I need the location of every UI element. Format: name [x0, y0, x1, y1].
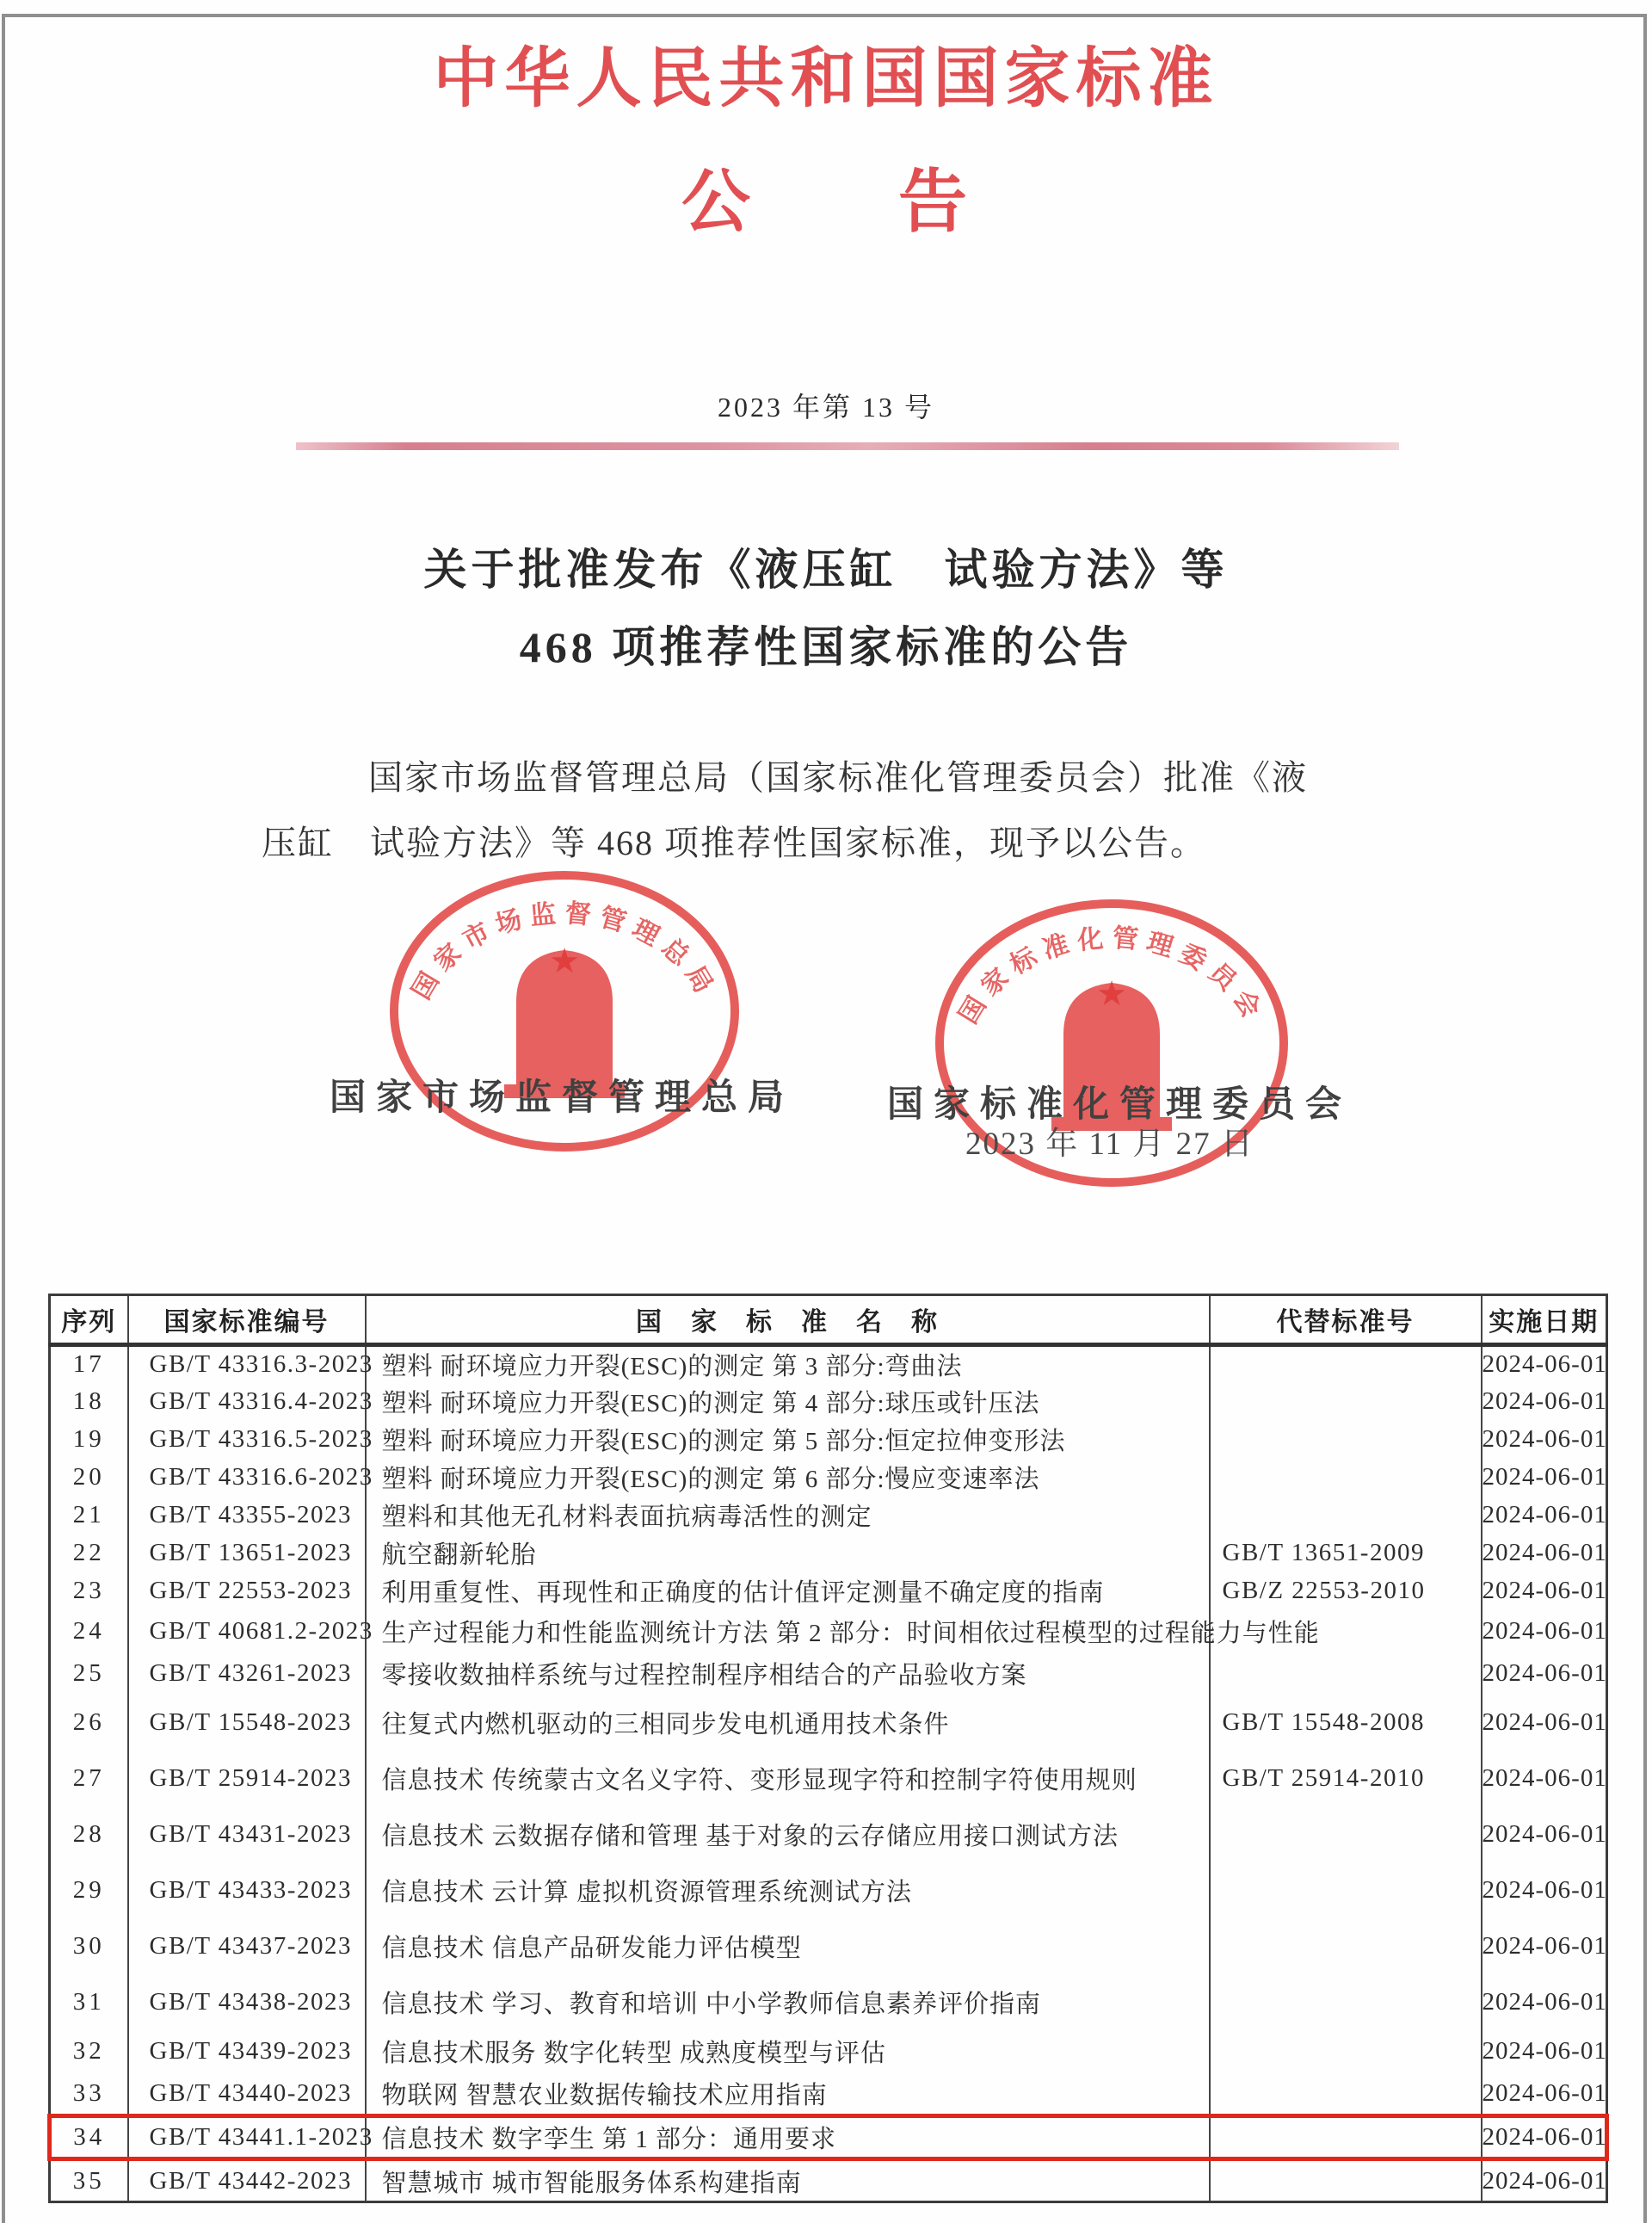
seal-ring-text: 国家市场监督管理总局: [407, 898, 722, 1005]
cell-seq: 31: [50, 1974, 128, 2030]
cell-seq: 32: [50, 2030, 128, 2073]
cell-replaces: [1210, 2030, 1482, 2073]
cell-name: 信息技术 学习、教育和培训 中小学教师信息素养评价指南: [366, 1974, 1210, 2030]
column-header-code: 国家标准编号: [128, 1295, 366, 1345]
cell-code: GB/T 43316.5-2023: [128, 1421, 366, 1459]
cell-date: 2024-06-01: [1482, 1751, 1607, 1806]
cell-code: GB/T 43442-2023: [128, 2159, 366, 2202]
cell-date: 2024-06-01: [1482, 1862, 1607, 1918]
announcement-body-line1: 国家市场监督管理总局（国家标准化管理委员会）批准《液: [368, 758, 1308, 797]
column-header-date: 实施日期: [1482, 1295, 1607, 1345]
cell-code: GB/T 22553-2023: [128, 1572, 366, 1610]
cell-seq: 20: [50, 1459, 128, 1497]
standards-table: [47, 1294, 1609, 2203]
column-header-replaces: 代替标准号: [1210, 1295, 1482, 1345]
red-divider-rule: [296, 442, 1399, 450]
cell-date: 2024-06-01: [1482, 1974, 1607, 2030]
cell-name: 塑料和其他无孔材料表面抗病毒活性的测定: [366, 1497, 1210, 1534]
table-row: [50, 1572, 1607, 1610]
cell-name: 利用重复性、再现性和正确度的估计值评定测量不确定度的指南: [366, 1572, 1210, 1610]
cell-name: 信息技术 信息产品研发能力评估模型: [366, 1918, 1210, 1974]
cell-replaces: [1210, 1806, 1482, 1862]
cell-replaces: [1210, 1652, 1482, 1695]
cell-code: GB/T 43316.6-2023: [128, 1459, 366, 1497]
cell-seq: 24: [50, 1610, 128, 1652]
cell-date: 2024-06-01: [1482, 1695, 1607, 1751]
table-row: [50, 2116, 1607, 2159]
table-row: [50, 1459, 1607, 1497]
cell-code: GB/T 43433-2023: [128, 1862, 366, 1918]
cell-code: GB/T 43355-2023: [128, 1497, 366, 1534]
cell-seq: 19: [50, 1421, 128, 1459]
cell-code: GB/T 43437-2023: [128, 1918, 366, 1974]
cell-date: 2024-06-01: [1482, 1345, 1607, 1383]
cell-name: 航空翻新轮胎: [366, 1534, 1210, 1572]
cell-replaces: [1210, 1974, 1482, 2030]
table-row: [50, 2073, 1607, 2116]
cell-code: GB/T 43261-2023: [128, 1652, 366, 1695]
cell-seq: 17: [50, 1345, 128, 1383]
cell-date: 2024-06-01: [1482, 2159, 1607, 2202]
table-header-row: [50, 1295, 1607, 1345]
cell-code: GB/T 43431-2023: [128, 1806, 366, 1862]
cell-replaces: [1210, 1345, 1482, 1383]
cell-date: 2024-06-01: [1482, 1918, 1607, 1974]
cell-code: GB/T 43440-2023: [128, 2073, 366, 2116]
cell-date: 2024-06-01: [1482, 1421, 1607, 1459]
cell-name: 零接收数抽样系统与过程控制程序相结合的产品验收方案: [366, 1652, 1210, 1695]
cell-date: 2024-06-01: [1482, 1572, 1607, 1610]
table-row: [50, 1534, 1607, 1572]
table-row: [50, 1610, 1607, 1652]
cell-replaces: GB/Z 22553-2010: [1210, 1572, 1482, 1610]
cell-code: GB/T 43441.1-2023: [128, 2116, 366, 2159]
issuing-agency-left: 国家市场监督管理总局: [329, 1078, 794, 1118]
cell-name: 信息技术 数字孪生 第 1 部分：通用要求: [366, 2116, 1210, 2159]
cell-date: 2024-06-01: [1482, 2073, 1607, 2116]
cell-replaces: [1210, 2159, 1482, 2202]
cell-name: 塑料 耐环境应力开裂(ESC)的测定 第 3 部分:弯曲法: [366, 1345, 1210, 1383]
cell-seq: 30: [50, 1918, 128, 1974]
cell-replaces: [1210, 2073, 1482, 2116]
cell-name: 信息技术服务 数字化转型 成熟度模型与评估: [366, 2030, 1210, 2073]
cell-seq: 35: [50, 2159, 128, 2202]
cell-replaces: [1210, 1383, 1482, 1421]
cell-replaces: [1210, 1421, 1482, 1459]
cell-date: 2024-06-01: [1482, 1806, 1607, 1862]
announcement-title-line1: 关于批准发布《液压缸 试验方法》等: [423, 546, 1229, 594]
cell-name: 塑料 耐环境应力开裂(ESC)的测定 第 4 部分:球压或针压法: [366, 1383, 1210, 1421]
column-header-seq: 序列: [50, 1295, 128, 1345]
cell-code: GB/T 15548-2023: [128, 1695, 366, 1751]
table-row: [50, 1974, 1607, 2030]
cell-seq: 33: [50, 2073, 128, 2116]
cell-name: 信息技术 云数据存储和管理 基于对象的云存储应用接口测试方法: [366, 1806, 1210, 1862]
cell-code: GB/T 13651-2023: [128, 1534, 366, 1572]
cell-name: 信息技术 云计算 虚拟机资源管理系统测试方法: [366, 1862, 1210, 1918]
table-row: [50, 1345, 1607, 1383]
cell-code: GB/T 43316.3-2023: [128, 1345, 366, 1383]
cell-name: 物联网 智慧农业数据传输技术应用指南: [366, 2073, 1210, 2116]
cell-code: GB/T 43316.4-2023: [128, 1383, 366, 1421]
cell-seq: 23: [50, 1572, 128, 1610]
announcement-title-line2: 468 项推荐性国家标准的公告: [519, 623, 1133, 671]
cell-code: GB/T 25914-2023: [128, 1751, 366, 1806]
issue-number: 2023 年第 13 号: [717, 392, 934, 423]
table-row: [50, 1383, 1607, 1421]
cell-seq: 26: [50, 1695, 128, 1751]
cell-code: GB/T 40681.2-2023: [128, 1610, 366, 1652]
announcement-body-line2: 压缸 试验方法》等 468 项推荐性国家标准，现予以公告。: [262, 824, 1206, 862]
cell-replaces: [1210, 1497, 1482, 1534]
table-row: [50, 1421, 1607, 1459]
cell-replaces: GB/T 25914-2010: [1210, 1751, 1482, 1806]
table-row: [50, 2030, 1607, 2073]
cell-date: 2024-06-01: [1482, 2030, 1607, 2073]
cell-seq: 29: [50, 1862, 128, 1918]
cell-name: 往复式内燃机驱动的三相同步发电机通用技术条件: [366, 1695, 1210, 1751]
cell-seq: 28: [50, 1806, 128, 1862]
cell-seq: 22: [50, 1534, 128, 1572]
seal-ring-text: 国家标准化管理委员会: [953, 923, 1270, 1029]
cell-code: GB/T 43439-2023: [128, 2030, 366, 2073]
cell-seq: 25: [50, 1652, 128, 1695]
cell-seq: 27: [50, 1751, 128, 1806]
cell-date: 2024-06-01: [1482, 1383, 1607, 1421]
column-header-name: 国 家 标 准 名 称: [366, 1295, 1210, 1345]
table-row: [50, 1751, 1607, 1806]
table-row: [50, 1918, 1607, 1974]
cell-replaces: GB/T 13651-2009: [1210, 1534, 1482, 1572]
issuing-agency-right: 国家标准化管理委员会: [886, 1085, 1352, 1125]
cell-date: 2024-06-01: [1482, 1459, 1607, 1497]
cell-name: 塑料 耐环境应力开裂(ESC)的测定 第 5 部分:恒定拉伸变形法: [366, 1421, 1210, 1459]
cell-date: 2024-06-01: [1482, 1652, 1607, 1695]
cell-date: 2024-06-01: [1482, 1497, 1607, 1534]
cell-date: 2024-06-01: [1482, 1534, 1607, 1572]
cell-date: 2024-06-01: [1482, 1610, 1607, 1652]
cell-code: GB/T 43438-2023: [128, 1974, 366, 2030]
table-row: [50, 1806, 1607, 1862]
cell-replaces: [1210, 1918, 1482, 1974]
table-row: [50, 2159, 1607, 2202]
cell-name: 塑料 耐环境应力开裂(ESC)的测定 第 6 部分:慢应变速率法: [366, 1459, 1210, 1497]
cell-replaces: GB/T 15548-2008: [1210, 1695, 1482, 1751]
cell-seq: 18: [50, 1383, 128, 1421]
cell-replaces: [1210, 1459, 1482, 1497]
table-row: [50, 1652, 1607, 1695]
cell-replaces: [1210, 2116, 1482, 2159]
cell-seq: 21: [50, 1497, 128, 1534]
cell-name: 生产过程能力和性能监测统计方法 第 2 部分：时间相依过程模型的过程能力与性能: [366, 1610, 1210, 1652]
table-row: [50, 1862, 1607, 1918]
cell-name: 智慧城市 城市智能服务体系构建指南: [366, 2159, 1210, 2202]
document-subtitle: 公 告: [681, 165, 971, 241]
table-body: [50, 1345, 1607, 2202]
cell-seq: 34: [50, 2116, 128, 2159]
cell-name: 信息技术 传统蒙古文名义字符、变形显现字符和控制字符使用规则: [366, 1751, 1210, 1806]
issue-date: 2023 年 11 月 27 日: [965, 1127, 1254, 1162]
document-title: 中华人民共和国国家标准: [433, 43, 1219, 115]
cell-replaces: [1210, 1862, 1482, 1918]
cell-date: 2024-06-01: [1482, 2116, 1607, 2159]
table-row: [50, 1497, 1607, 1534]
table-row: [50, 1695, 1607, 1751]
